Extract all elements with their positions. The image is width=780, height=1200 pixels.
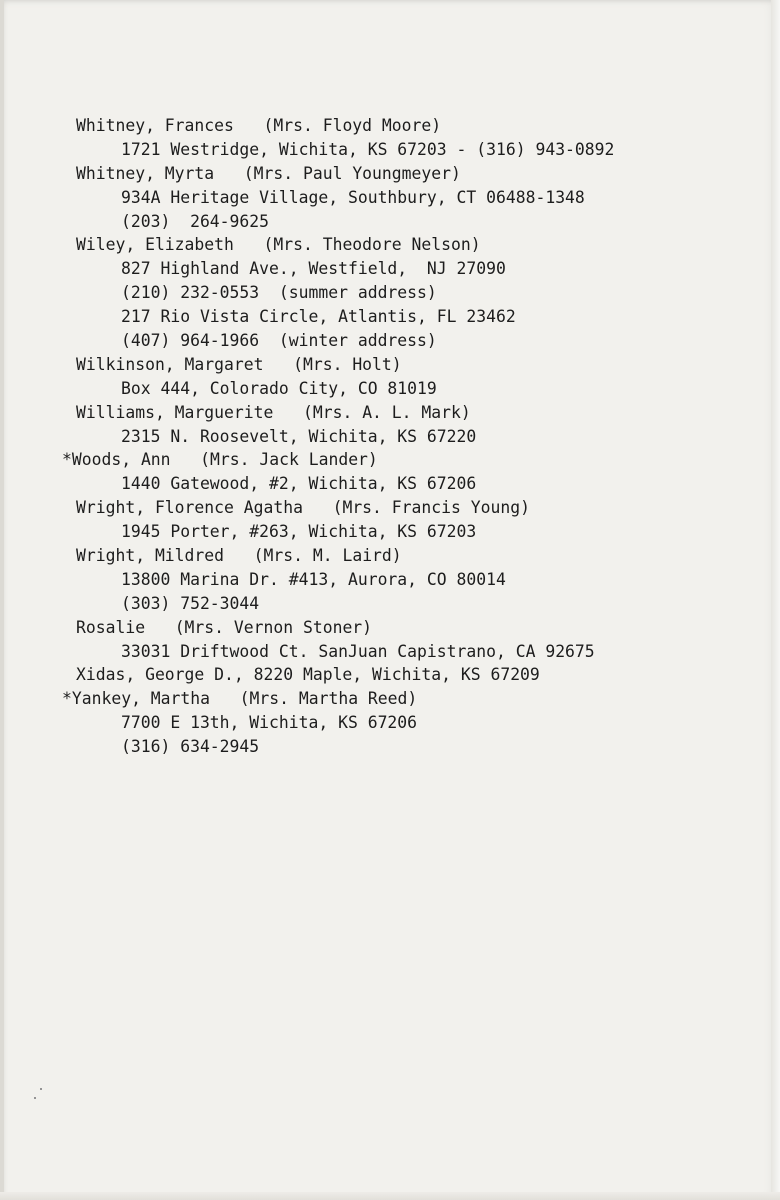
entry-name-line [0, 114, 780, 138]
directory-entry [0, 687, 780, 759]
entry-detail-line: Box 444, Colorado City, CO 81019 [121, 378, 437, 398]
married-name: (Mrs. Floyd Moore) [263, 116, 442, 135]
member-name: *Yankey, Martha [62, 689, 211, 709]
member-name: *Woods, Ann [62, 450, 171, 470]
entry-detail-line: 1945 Porter, #263, Wichita, KS 67203 [121, 522, 477, 542]
married-name: (Mrs. A. L. Mark) [302, 402, 471, 422]
directory-entry [0, 401, 780, 449]
entry-detail-line: 934A Heritage Village, Southbury, CT 06488-1348 [121, 187, 585, 207]
member-name: Williams, Marguerite [76, 402, 274, 422]
member-name: Whitney, Myrta [76, 163, 215, 183]
directory-entry [0, 162, 780, 234]
entry-detail-line: 1440 Gatewood, #2, Wichita, KS 67206 [121, 474, 477, 494]
member-name: Wiley, Elizabeth [76, 235, 234, 255]
entry-detail-line: 217 Rio Vista Circle, Atlantis, FL 23462 [121, 307, 516, 327]
entry-detail-line: 2315 N. Roosevelt, Wichita, KS 67220 [121, 426, 477, 446]
married-name: (Mrs. Holt) [293, 354, 402, 374]
entry-name-line [0, 162, 780, 186]
directory-entry [0, 544, 780, 616]
member-name: Whitney, Frances [76, 116, 234, 135]
directory-entry [0, 448, 780, 496]
entry-name-line [0, 663, 780, 687]
entry-detail-line: 827 Highland Ave., Westfield, NJ 27090 [121, 259, 506, 279]
page-bottom-edge [0, 1192, 780, 1200]
married-name: (Mrs. Martha Reed) [239, 689, 418, 709]
entry-detail-line: 33031 Driftwood Ct. SanJuan Capistrano, CA 92675 [121, 641, 595, 661]
entry-detail-line: (210) 232-0553 (summer address) [121, 283, 437, 303]
directory-entry [0, 496, 780, 544]
entry-detail-line: (303) 752-3044 [121, 593, 260, 613]
married-name: (Mrs. Vernon Stoner) [174, 617, 373, 637]
member-name: Wright, Florence Agatha [76, 498, 303, 518]
entry-name-line [0, 353, 780, 377]
member-name: Xidas, George D., 8220 Maple, Wichita, KS 67209 [76, 665, 540, 685]
directory-entry [0, 663, 780, 687]
married-name: (Mrs. Francis Young) [332, 498, 530, 518]
paper-speck [34, 1097, 36, 1099]
member-directory-list [0, 114, 780, 759]
member-name: Wilkinson, Margaret [76, 354, 264, 374]
married-name: (Mrs. Paul Youngmeyer) [243, 163, 461, 183]
entry-name-line [0, 496, 780, 520]
married-name: (Mrs. M. Laird) [253, 546, 402, 566]
member-name: Wright, Mildred [76, 546, 225, 566]
directory-entry [0, 233, 780, 352]
entry-detail-line: 7700 E 13th, Wichita, KS 67206 [121, 713, 418, 733]
directory-entry [0, 114, 780, 162]
married-name: (Mrs. Theodore Nelson) [263, 235, 481, 255]
entry-detail-line: (407) 964-1966 (winter address) [121, 331, 437, 351]
entry-detail-line: 1721 Westridge, Wichita, KS 67203 - (316) 943-0892 [121, 139, 615, 159]
entry-name-line [0, 401, 780, 425]
member-name: Rosalie [76, 617, 146, 637]
entry-detail-line: 13800 Marina Dr. #413, Aurora, CO 80014 [121, 569, 506, 589]
entry-name-line [0, 616, 780, 640]
entry-name-line [0, 544, 780, 568]
entry-name-line [0, 233, 780, 257]
entry-detail-line: (316) 634-2945 [121, 737, 260, 757]
married-name: (Mrs. Jack Lander) [200, 450, 378, 470]
entry-detail-line: (203) 264-9625 [121, 211, 270, 231]
paper-speck [40, 1088, 42, 1090]
directory-entry [0, 353, 780, 401]
entry-name-line [0, 687, 780, 711]
directory-entry [0, 616, 780, 664]
entry-name-line [0, 448, 780, 472]
